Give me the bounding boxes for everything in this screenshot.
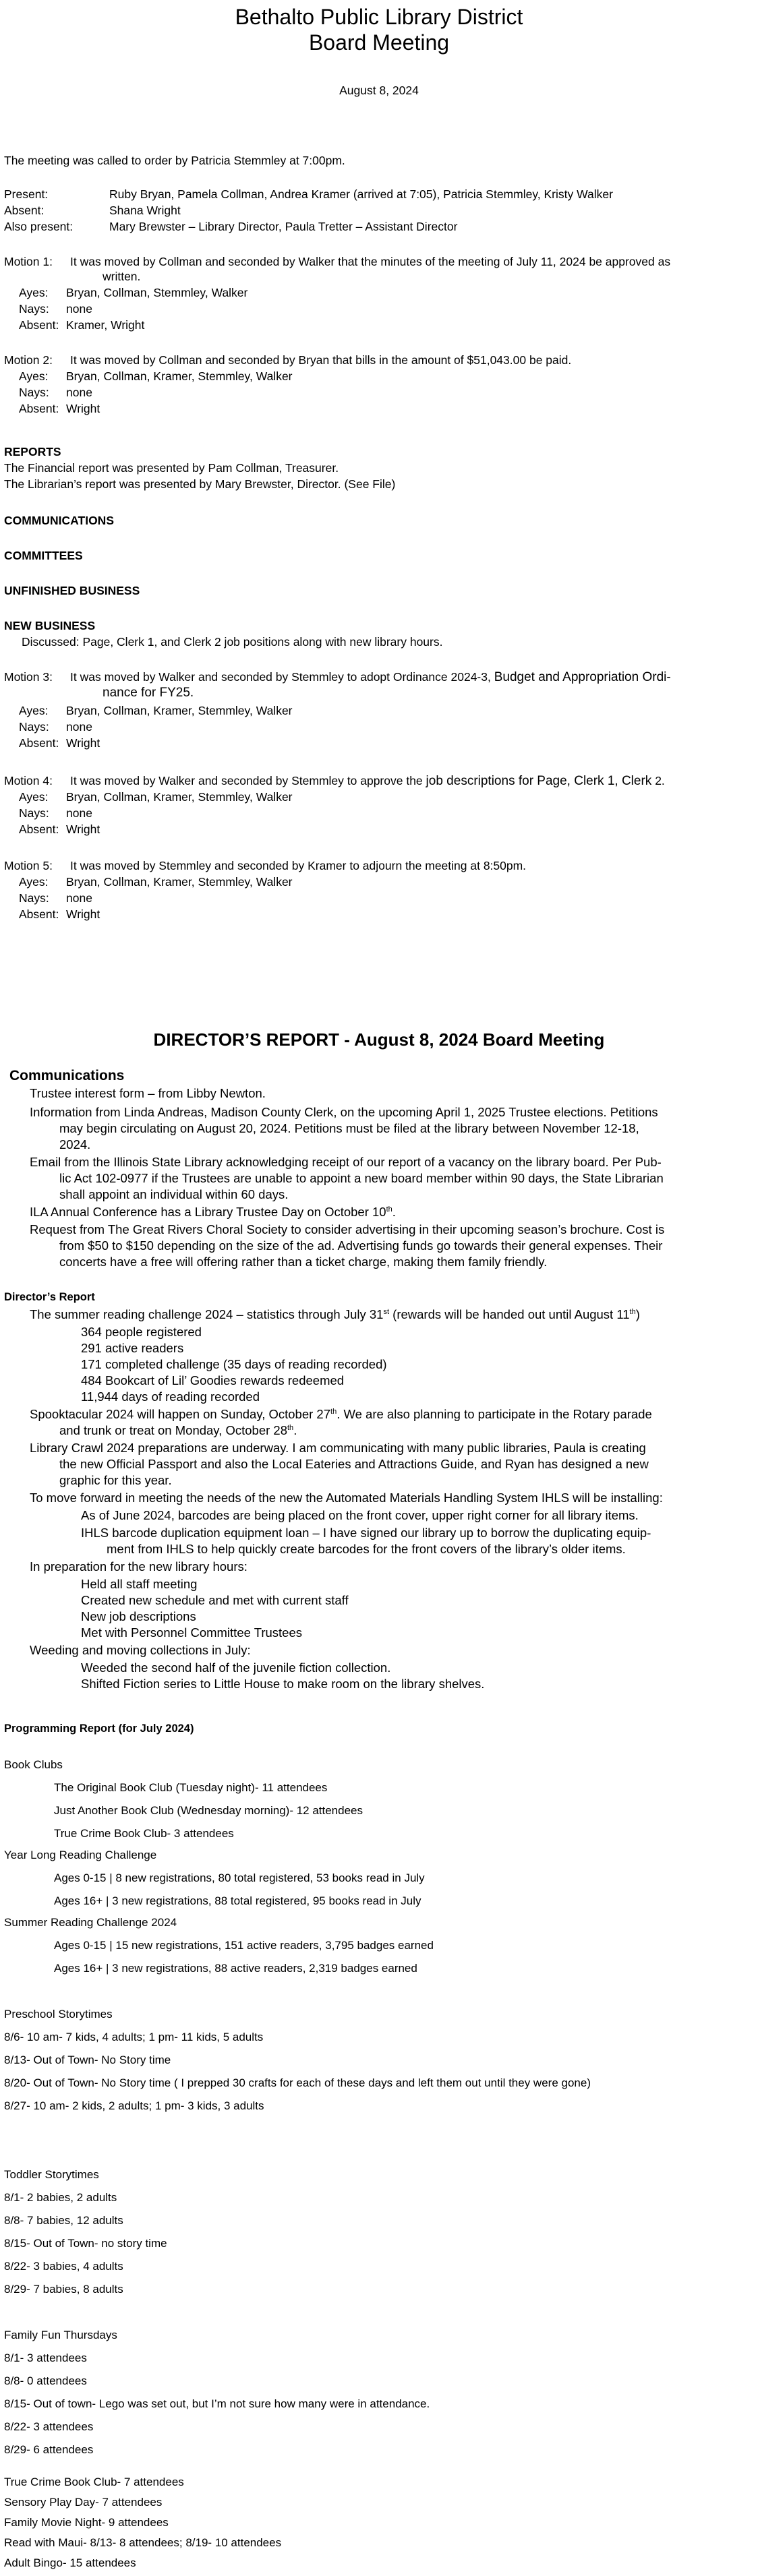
program-item: 8/8- 7 babies, 12 adults bbox=[4, 2214, 123, 2227]
dr-subitem: Shifted Fiction series to Little House to make room on the library shelves. bbox=[81, 1677, 485, 1691]
attendance-label: Present: bbox=[4, 187, 49, 201]
dr-subitem: Weeded the second half of the juvenile fiction collection. bbox=[81, 1660, 391, 1675]
vote-label: Ayes: bbox=[19, 704, 49, 717]
motion-text-cont: nance for FY25. bbox=[103, 686, 194, 700]
vote-value: none bbox=[66, 720, 92, 733]
dr-text: and trunk or treat on Monday, October 28 bbox=[59, 1423, 287, 1437]
motion-text bbox=[70, 669, 671, 686]
vote-value: Wright bbox=[66, 822, 100, 836]
comm-item-cont: 2024. bbox=[59, 1137, 91, 1151]
committees-heading: COMMITTEES bbox=[4, 549, 83, 562]
dr-subitem: IHLS barcode duplication equipment loan – I have signed our library up to borrow the duplicating equip- bbox=[81, 1526, 651, 1540]
vote-label: Absent: bbox=[19, 907, 59, 921]
vote-value: Wright bbox=[66, 736, 100, 750]
dr-item: Weeding and moving collections in July: bbox=[30, 1643, 251, 1657]
program-item: Read with Maui- 8/13- 8 attendees; 8/19- 10 attendees bbox=[4, 2536, 282, 2549]
program-item: 8/1- 3 attendees bbox=[4, 2352, 87, 2364]
dr-item bbox=[30, 1307, 640, 1323]
vote-value: Bryan, Collman, Stemmley, Walker bbox=[66, 286, 248, 299]
stat-item: 11,944 days of reading recorded bbox=[81, 1389, 260, 1404]
dr-text: (rewards will be handed out until August 11 bbox=[389, 1307, 630, 1321]
attendance-value: Mary Brewster – Library Director, Paula Tretter – Assistant Director bbox=[109, 220, 458, 233]
motion-label: Motion 4: bbox=[4, 774, 53, 787]
program-item: True Crime Book Club- 7 attendees bbox=[4, 2476, 184, 2488]
dr-text: . bbox=[293, 1423, 297, 1437]
dr-item-cont: the new Official Passport and also the Local Eateries and Attractions Guide, and Ryan has designed a new bbox=[59, 1457, 649, 1471]
program-item: 8/8- 0 attendees bbox=[4, 2374, 87, 2387]
vote-value: Kramer, Wright bbox=[66, 318, 145, 332]
vote-label: Ayes: bbox=[19, 369, 49, 383]
communications-subheading: Communications bbox=[9, 1068, 125, 1083]
comm-item bbox=[30, 1204, 396, 1220]
vote-value: none bbox=[66, 891, 92, 905]
motion-text-part: Budget and Appropriation Ordi- bbox=[494, 670, 671, 684]
motion-text: It was moved by Collman and seconded by Walker that the minutes of the meeting of July 11, 2024 be approved as bbox=[70, 255, 671, 268]
vote-value: Bryan, Collman, Kramer, Stemmley, Walker bbox=[66, 790, 293, 804]
program-item: 8/1- 2 babies, 2 adults bbox=[4, 2191, 117, 2204]
motion-text: It was moved by Stemmley and seconded by Kramer to adjourn the meeting at 8:50pm. bbox=[70, 859, 527, 872]
motion-text-cont: written. bbox=[103, 270, 141, 283]
dr-text: . We are also planning to participate in the Rotary parade bbox=[337, 1407, 652, 1421]
vote-label: Absent: bbox=[19, 736, 59, 750]
motion-text-part: It was moved by Walker and seconded by Stemmley to adopt Ordinance 2024-3, bbox=[70, 670, 491, 684]
program-group-heading: Year Long Reading Challenge bbox=[4, 1849, 157, 1861]
dr-text: The summer reading challenge 2024 – statistics through July 31 bbox=[30, 1307, 384, 1321]
program-item: Ages 16+ | 3 new registrations, 88 total registered, 95 books read in July bbox=[54, 1894, 421, 1907]
program-item: Ages 0-15 | 8 new registrations, 80 total registered, 53 books read in July bbox=[54, 1871, 425, 1884]
motion-text-part: job descriptions for Page, Clerk 1, Clerk bbox=[426, 774, 652, 788]
dr-item bbox=[30, 1406, 652, 1422]
reports-heading: REPORTS bbox=[4, 445, 61, 458]
comm-item: Information from Linda Andreas, Madison County Clerk, on the upcoming April 1, 2025 Trustee elections. Petitions bbox=[30, 1105, 658, 1119]
program-item: The Original Book Club (Tuesday night)- 11 attendees bbox=[54, 1781, 328, 1794]
attendance-value: Shana Wright bbox=[109, 204, 181, 217]
communications-heading: COMMUNICATIONS bbox=[4, 514, 114, 527]
program-item: 8/6- 10 am- 7 kids, 4 adults; 1 pm- 11 kids, 5 adults bbox=[4, 2031, 264, 2043]
program-item: 8/27- 10 am- 2 kids, 2 adults; 1 pm- 3 kids, 3 adults bbox=[4, 2099, 264, 2112]
superscript: th bbox=[287, 1423, 294, 1432]
vote-label: Absent: bbox=[19, 822, 59, 836]
dr-item: To move forward in meeting the needs of the new the Automated Materials Handling System IHLS will be installing: bbox=[30, 1491, 663, 1505]
program-item: 8/15- Out of Town- no story time bbox=[4, 2237, 167, 2250]
vote-label: Ayes: bbox=[19, 286, 49, 299]
superscript: th bbox=[330, 1407, 337, 1416]
program-group-heading: Preschool Storytimes bbox=[4, 2008, 113, 2020]
dr-subitem: Held all staff meeting bbox=[81, 1577, 198, 1591]
reports-text: The Financial report was presented by Pam Collman, Treasurer. bbox=[4, 461, 339, 475]
program-item: Family Movie Night- 9 attendees bbox=[4, 2516, 169, 2529]
vote-label: Absent: bbox=[19, 318, 59, 332]
program-item: Just Another Book Club (Wednesday morning)- 12 attendees bbox=[54, 1804, 363, 1817]
stat-item: 171 completed challenge (35 days of reading recorded) bbox=[81, 1357, 387, 1371]
dr-text: ) bbox=[635, 1307, 640, 1321]
motion-label: Motion 3: bbox=[4, 670, 53, 684]
vote-value: Wright bbox=[66, 402, 100, 415]
program-item: True Crime Book Club- 3 attendees bbox=[54, 1827, 234, 1840]
program-item: Sensory Play Day- 7 attendees bbox=[4, 2496, 163, 2509]
stat-item: 364 people registered bbox=[81, 1325, 202, 1339]
motion-text-part: It was moved by Walker and seconded by Stemmley to approve the bbox=[70, 774, 423, 787]
dr-item: Library Crawl 2024 preparations are underway. I am communicating with many public libraries, Paula is creating bbox=[30, 1441, 646, 1455]
program-item: Ages 16+ | 3 new registrations, 88 active readers, 2,319 badges earned bbox=[54, 1962, 417, 1975]
unfinished-business-heading: UNFINISHED BUSINESS bbox=[4, 584, 140, 597]
vote-value: none bbox=[66, 386, 92, 399]
document-title-line1: Bethalto Public Library District bbox=[235, 5, 523, 29]
comm-item: Email from the Illinois State Library acknowledging receipt of our report of a vacancy on the library board. Per Pub- bbox=[30, 1155, 662, 1169]
program-item: 8/15- Out of town- Lego was set out, but I’m not sure how many were in attendance. bbox=[4, 2397, 430, 2410]
document-title-line2: Board Meeting bbox=[308, 30, 450, 55]
program-group-heading: Summer Reading Challenge 2024 bbox=[4, 1916, 177, 1929]
vote-label: Nays: bbox=[19, 806, 49, 820]
program-item: Ages 0-15 | 15 new registrations, 151 active readers, 3,795 badges earned bbox=[54, 1939, 434, 1952]
vote-label: Nays: bbox=[19, 386, 49, 399]
vote-value: none bbox=[66, 806, 92, 820]
vote-label: Ayes: bbox=[19, 790, 49, 804]
new-business-discussed: Discussed: Page, Clerk 1, and Clerk 2 job positions along with new library hours. bbox=[22, 635, 443, 649]
comm-item: Request from The Great Rivers Choral Society to consider advertising in their upcoming season’s brochure. Cost is bbox=[30, 1222, 665, 1236]
vote-label: Ayes: bbox=[19, 875, 49, 889]
call-to-order: The meeting was called to order by Patricia Stemmley at 7:00pm. bbox=[4, 154, 345, 167]
dr-item: In preparation for the new library hours: bbox=[30, 1559, 247, 1574]
motion-text-part: 2. bbox=[655, 774, 665, 787]
dr-subitem: New job descriptions bbox=[81, 1609, 196, 1623]
comm-text: ILA Annual Conference has a Library Trustee Day on October 10 bbox=[30, 1205, 386, 1219]
new-business-heading: NEW BUSINESS bbox=[4, 619, 96, 632]
vote-value: Bryan, Collman, Kramer, Stemmley, Walker bbox=[66, 875, 293, 889]
program-item: Adult Bingo- 15 attendees bbox=[4, 2556, 136, 2569]
attendance-label: Absent: bbox=[4, 204, 45, 217]
vote-label: Nays: bbox=[19, 891, 49, 905]
vote-label: Nays: bbox=[19, 302, 49, 316]
program-item: 8/20- Out of Town- No Story time ( I prepped 30 crafts for each of these days and left them out until they were gone) bbox=[4, 2076, 591, 2089]
dr-item-cont: graphic for this year. bbox=[59, 1473, 172, 1487]
program-item: 8/22- 3 attendees bbox=[4, 2420, 94, 2433]
dr-subitem: Met with Personnel Committee Trustees bbox=[81, 1625, 302, 1640]
comm-item-cont: may begin circulating on August 20, 2024. Petitions must be filed at the library between November 12-18, bbox=[59, 1121, 639, 1135]
directors-report-heading: Director’s Report bbox=[4, 1291, 95, 1303]
program-item: 8/29- 7 babies, 8 adults bbox=[4, 2283, 123, 2296]
attendance-value: Ruby Bryan, Pamela Collman, Andrea Kramer (arrived at 7:05), Patricia Stemmley, Kristy Walker bbox=[109, 187, 613, 201]
vote-label: Absent: bbox=[19, 402, 59, 415]
dr-text: Spooktacular 2024 will happen on Sunday, October 27 bbox=[30, 1407, 331, 1421]
meeting-date: August 8, 2024 bbox=[339, 84, 419, 97]
comm-item-cont: lic Act 102-0977 if the Trustees are unable to appoint a new board member within 90 days, the State Librarian bbox=[59, 1171, 664, 1185]
program-group-heading: Toddler Storytimes bbox=[4, 2168, 99, 2181]
dr-item-cont bbox=[59, 1422, 297, 1439]
comm-item: Trustee interest form – from Libby Newton. bbox=[30, 1086, 266, 1100]
vote-value: Bryan, Collman, Kramer, Stemmley, Walker bbox=[66, 704, 293, 717]
vote-value: Bryan, Collman, Kramer, Stemmley, Walker bbox=[66, 369, 293, 383]
comm-item-cont: from $50 to $150 depending on the size of the ad. Advertising funds go towards their general expenses. Their bbox=[59, 1238, 663, 1253]
superscript: st bbox=[383, 1307, 390, 1316]
stat-item: 484 Bookcart of Lil’ Goodies rewards redeemed bbox=[81, 1373, 345, 1387]
attendance-label: Also present: bbox=[4, 220, 74, 233]
program-item: 8/29- 6 attendees bbox=[4, 2443, 94, 2456]
comm-text: . bbox=[392, 1205, 396, 1219]
programming-heading: Programming Report (for July 2024) bbox=[4, 1723, 194, 1735]
motion-text bbox=[70, 773, 665, 789]
comm-item-cont: shall appoint an individual within 60 days. bbox=[59, 1187, 289, 1201]
motion-label: Motion 1: bbox=[4, 255, 53, 268]
dr-subitem-cont: ment from IHLS to help quickly create barcodes for the front covers of the library’s older items. bbox=[107, 1542, 626, 1556]
program-item: 8/13- Out of Town- No Story time bbox=[4, 2054, 171, 2066]
program-item: 8/22- 3 babies, 4 adults bbox=[4, 2260, 123, 2273]
superscript: th bbox=[629, 1307, 636, 1316]
program-group-heading: Book Clubs bbox=[4, 1758, 63, 1771]
dr-subitem: As of June 2024, barcodes are being placed on the front cover, upper right corner for all library items. bbox=[81, 1508, 639, 1522]
motion-label: Motion 5: bbox=[4, 859, 53, 872]
vote-label: Nays: bbox=[19, 720, 49, 733]
motion-text: It was moved by Collman and seconded by Bryan that bills in the amount of $51,043.00 be paid. bbox=[70, 353, 572, 367]
superscript: th bbox=[386, 1205, 392, 1214]
comm-item-cont: concerts have a free will offering rather than a ticket charge, making them family friendly. bbox=[59, 1255, 548, 1269]
director-report-title: DIRECTOR’S REPORT - August 8, 2024 Board Meeting bbox=[153, 1029, 605, 1050]
reports-text: The Librarian’s report was presented by Mary Brewster, Director. (See File) bbox=[4, 477, 396, 491]
vote-value: none bbox=[66, 302, 92, 316]
program-group-heading: Family Fun Thursdays bbox=[4, 2329, 117, 2341]
motion-label: Motion 2: bbox=[4, 353, 53, 367]
stat-item: 291 active readers bbox=[81, 1341, 184, 1355]
vote-value: Wright bbox=[66, 907, 100, 921]
dr-subitem: Created new schedule and met with current staff bbox=[81, 1593, 349, 1607]
